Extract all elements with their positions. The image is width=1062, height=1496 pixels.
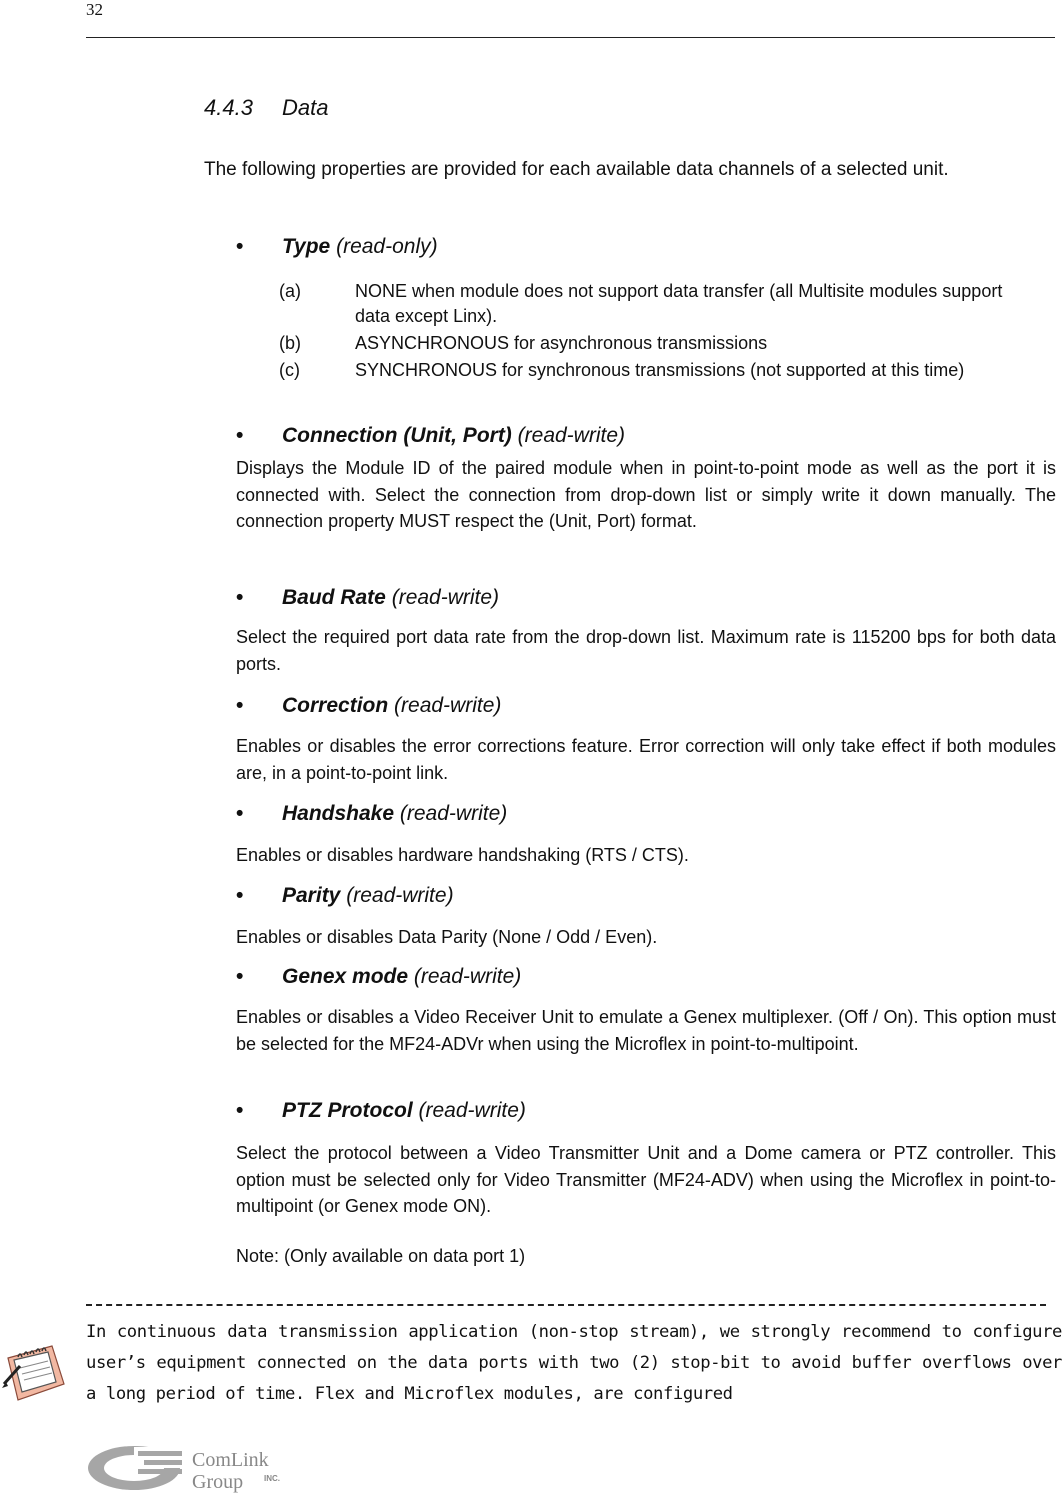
type-item-a (279, 279, 1039, 329)
comlink-group-logo (86, 1443, 316, 1493)
bullet-dot: • (236, 424, 244, 447)
bullet-dot: • (236, 965, 244, 988)
logo-suffix: INC. (264, 1474, 280, 1483)
parity-description: Enables or disables Data Parity (None / Odd / Even). (236, 927, 658, 947)
page-number: 32 (86, 0, 103, 19)
item-label: (a) (279, 281, 301, 301)
connection-description: Displays the Module ID of the paired module when in point-to-point mode as well as the port it is connected with. Select the connection from drop-down list or simply write it down manually. The connection property MUST respect the (Unit, Port) format. (236, 458, 1056, 531)
property-access: (read-write) (394, 694, 502, 717)
logo-line2: Group (192, 1471, 244, 1493)
property-access: (read-write) (413, 965, 522, 988)
bullet-baud-rate (236, 586, 499, 610)
property-name: Type (282, 235, 331, 258)
baud-rate-description: Select the required port data rate from the drop-down list. Maximum rate is 115200 bps for both data ports. (236, 627, 1056, 674)
bullet-connection (236, 424, 625, 448)
property-name: Parity (282, 884, 341, 907)
notepad-icon (0, 1344, 66, 1402)
property-access: (read-only) (336, 235, 438, 258)
bullet-dot: • (236, 586, 244, 609)
property-access: (read-write) (346, 884, 454, 907)
bullet-dot: • (236, 802, 244, 825)
property-name: Handshake (282, 802, 395, 825)
bullet-dot: • (236, 884, 244, 907)
section-heading (204, 95, 328, 121)
type-item-b (279, 331, 1039, 356)
bullet-correction (236, 694, 501, 718)
bullet-type (236, 235, 438, 259)
bullet-ptz-protocol (236, 1099, 526, 1123)
section-title: Data (282, 95, 329, 120)
item-text: SYNCHRONOUS for synchronous transmissions (not supported at this time) (355, 360, 965, 380)
data-port-note: Note: (Only available on data port 1) (236, 1246, 526, 1266)
header-rule (86, 37, 1055, 38)
type-item-c (279, 358, 1039, 383)
property-access: (read-write) (418, 1099, 526, 1122)
notice-divider (86, 1304, 1046, 1306)
ptz-protocol-description: Select the protocol between a Video Transmitter Unit and a Dome camera or PTZ controller. This option must be selected only for Video Transmitter (MF24-ADV) when using the Microflex in point-to-multipoint (or Genex mode ON). (236, 1143, 1056, 1216)
correction-description: Enables or disables the error corrections feature. Error correction will only take effect if both modules are, in a point-to-point link. (236, 736, 1056, 783)
property-name: Genex mode (282, 965, 409, 988)
intro-paragraph: The following properties are provided for each available data channels of a selected unit. (204, 159, 949, 180)
item-label: (c) (279, 360, 300, 380)
property-access: (read-write) (399, 802, 508, 825)
item-text: ASYNCHRONOUS for asynchronous transmissions (355, 333, 768, 353)
bullet-dot: • (236, 235, 244, 258)
property-name: Baud Rate (282, 586, 386, 609)
data-transmission-notice: In continuous data transmission application (non-stop stream), we strongly recommend to configure user’s equipment connected on the data ports with two (2) stop-bit to avoid buffer overflows over a long period of time. Flex and Microflex modules, are configured (86, 1322, 1062, 1404)
section-number: 4.4.3 (204, 95, 253, 120)
property-access: (read-write) (391, 586, 500, 609)
bullet-dot: • (236, 1099, 244, 1122)
handshake-description: Enables or disables hardware handshaking (RTS / CTS). (236, 845, 689, 865)
bullet-parity (236, 884, 454, 908)
logo-line1: ComLink (192, 1449, 269, 1471)
item-text: NONE when module does not support data transfer (all Multisite modules support data except Linx). (355, 281, 1003, 326)
property-name: Connection (Unit, Port) (282, 424, 512, 447)
property-access: (read-write) (517, 424, 626, 447)
bullet-handshake (236, 802, 507, 826)
property-name: PTZ Protocol (282, 1099, 413, 1122)
genex-mode-description: Enables or disables a Video Receiver Unit to emulate a Genex multiplexer. (Off / On). This option must be selected for the MF24-ADVr when using the Microflex in point-to-multipoint. (236, 1007, 1056, 1054)
bullet-dot: • (236, 694, 244, 717)
bullet-genex-mode (236, 965, 521, 989)
item-label: (b) (279, 333, 301, 353)
property-name: Correction (282, 694, 389, 717)
